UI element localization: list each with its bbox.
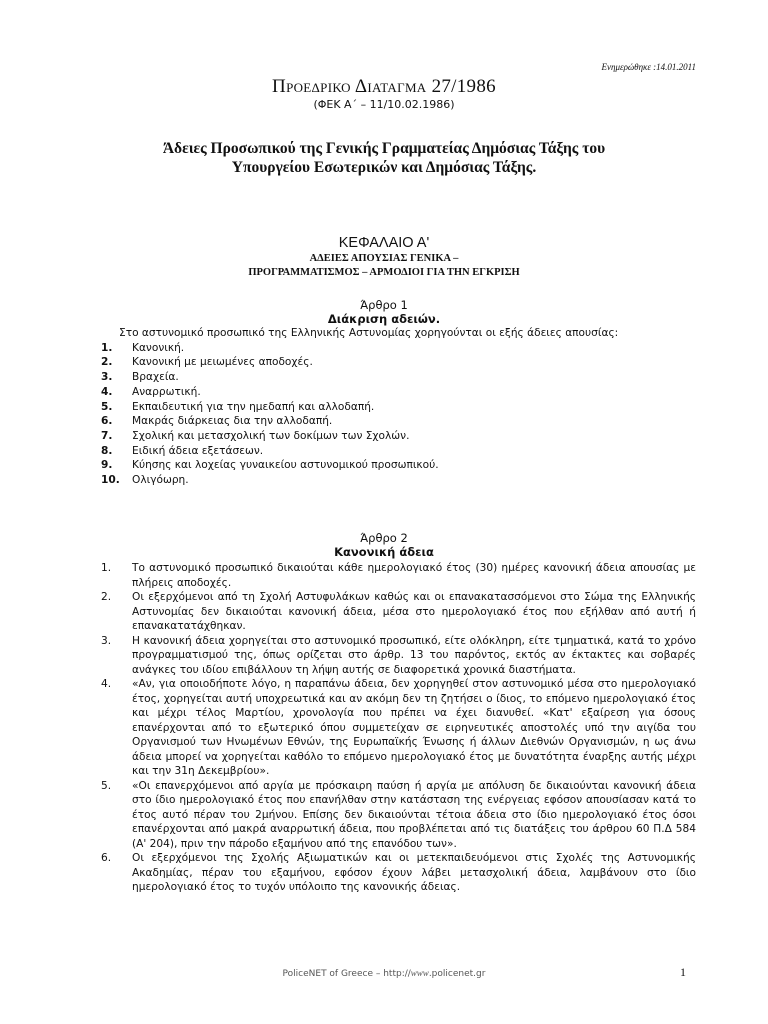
page-footer bbox=[0, 968, 768, 979]
fek-reference: (ΦΕΚ Α΄ – 11/10.02.1986) bbox=[313, 98, 455, 111]
subject-line-1: Άδειες Προσωπικού της Γενικής Γραμματείας Δημόσιας Τάξης του bbox=[162, 140, 606, 157]
decree-title bbox=[0, 76, 768, 98]
list-item: 3. Βραχεία. bbox=[101, 371, 179, 384]
list-item: 2. Οι εξερχόμενοι από τη Σχολή Αστυφυλάκων καθώς και οι επανακατασσόμενοι στο Σώμα της Ελληνικής Αστυνομίας δεν δικαιούται κανονική άδεια, μέσα στο ημερολογιακό έτος που εξήλθαν από αυτή ή επανακατατάχθηκαν. bbox=[101, 591, 696, 632]
updated-date: Ενημερώθηκε :14.01.2011 bbox=[601, 62, 696, 72]
article-2-label: Άρθρο 2 bbox=[360, 531, 408, 545]
list-item: 9. Κύησης και λοχείας γυναικείου αστυνομικού προσωπικού. bbox=[101, 459, 439, 472]
list-item: 7. Σχολική και μετασχολική των δοκίμων των Σχολών. bbox=[101, 429, 410, 442]
list-item: 1. Το αστυνομικό προσωπικό δικαιούται κάθε ημερολογιακό έτος (30) ημέρες κανονική άδεια απουσίας με πλήρεις αποδοχές. bbox=[101, 562, 696, 589]
chapter-subtitle bbox=[0, 252, 768, 280]
article-1-title: Διάκριση αδειών. bbox=[327, 312, 441, 326]
list-item: 6. Οι εξερχόμενοι της Σχολής Αξιωματικών και οι μετεκπαιδευόμενοι στις Σχολές της Αστυνομικής Ακαδημίας, πέραν του εξαμήνου, εφόσον έχουν λάβει μετασχολική άδεια, λαμβάνουν στο ίδιο ημερολογιακό έτος το τυχόν υπόλοιπο της κανονικής άδειας. bbox=[101, 852, 696, 893]
list-item: 5. «Οι επανερχόμενοι από αργία με πρόσκαιρη παύση ή αργία με απόλυση δε δικαιούνται κανονική άδεια στο ίδιο ημερολογιακό έτος που επανήλθαν στην κατάσταση της ενέργειας εφόσον απουσίασαν κατά το έτος αυτό πέραν του 2μήνου. Επίσης δεν δικαιούνται τέτοια άδεια στο ίδιο ημερολογιακό έτος όσοι επανέρχονται από μακρά αναρρωτική άδεια, που προβλέπεται από τις διατάξεις του άρθρου 60 Π.Δ 584 (Α' 204), πριν την πάροδο εξαμήνου από της επανόδου των». bbox=[101, 779, 696, 850]
list-item: 10. Ολιγόωρη. bbox=[101, 474, 189, 487]
article-1-body bbox=[101, 326, 696, 488]
footer-url-www[interactable]: www bbox=[410, 968, 429, 978]
decree-title-word: Προεδρικο Διαταγμα bbox=[272, 76, 427, 97]
footer-site: PoliceNET of Greece – http:// bbox=[282, 969, 411, 979]
list-item: 6. Μακράς διάρκειας δια την αλλοδαπή. bbox=[101, 415, 333, 428]
article-1-intro: Στο αστυνομικό προσωπικό της Ελληνικής Αστυνομίας χορηγούνται οι εξής άδειες απουσίας: bbox=[119, 327, 619, 339]
decree-subject bbox=[0, 139, 768, 177]
article-2-body bbox=[101, 561, 696, 895]
article-1-list bbox=[101, 341, 696, 488]
list-item: 8. Ειδική άδεια εξετάσεων. bbox=[101, 444, 264, 457]
list-item: 1. Κανονική. bbox=[101, 341, 185, 354]
chapter-title: ΚΕΦΑΛΑΙΟ Α' bbox=[338, 235, 430, 251]
article-2-title: Κανονική άδεια bbox=[334, 545, 434, 559]
list-item: 3. Η κανονική άδεια χορηγείται στο αστυνομικό προσωπικό, είτε ολόκληρη, είτε τμηματικά, κατά το χρόνο προγραμματισμού της, όπως ορίζεται στο άρθρ. 13 του παρόντος, εκτός αν έκτακτες και σοβαρές ανάγκες του ιδίου επιβάλλουν τη λήψη αυτής σε διαφορετικά χρονικά διαστήματα. bbox=[101, 634, 696, 676]
article-2-heading bbox=[0, 531, 768, 559]
list-item: 4. «Αν, για οποιοδήποτε λόγο, η παραπάνω άδεια, δεν χορηγηθεί στον αστυνομικό μέσα στο ημερολογιακό έτος, χορηγείται αυτή υποχρεωτικά και αν ακόμη δεν τη ζητήσει ο ίδιος, το επόμενο ημερολογιακό έτος και μέχρι τέλος Μαρτίου, χρονολογία που πρέπει να έχει διανυθεί. «Κατ' εξαίρεση για όσους επανέρχονται από το εξωτερικό όπου συμμετείχαν σε ειρηνευτικές αποστολές υπό την αιγίδα του Οργανισμού των Ηνωμένων Εθνών, της Ευρωπαϊκής Ένωσης ή άλλων Διεθνών Οργανισμών, η ως άνω άδεια μπορεί να χορηγείται καθόλο το επόμενο ημερολογιακό έτος με δυνατότητα έναρξης αυτής μέχρι και την 31η Δεκεμβρίου». bbox=[101, 678, 696, 777]
decree-number: 27/1986 bbox=[431, 76, 496, 97]
page-number: 1 bbox=[680, 965, 686, 979]
list-item: 2. Κανονική με μειωμένες αποδοχές. bbox=[101, 356, 313, 369]
article-1-label: Άρθρο 1 bbox=[360, 298, 408, 312]
article-2-list bbox=[101, 561, 696, 895]
chapter-subtitle-line-2: ΠΡΟΓΡΑΜΜΑΤΙΣΜΟΣ – ΑΡΜΟΔΙΟΙ ΓΙΑ ΤΗΝ ΕΓΚΡΙΣΗ bbox=[248, 267, 520, 278]
list-item: 4. Αναρρωτική. bbox=[101, 385, 201, 398]
footer-url-domain[interactable]: .policenet.gr bbox=[428, 969, 486, 979]
list-item: 5. Εκπαιδευτική για την ημεδαπή και αλλοδαπή. bbox=[101, 400, 375, 413]
chapter-subtitle-line-1: ΑΔΕΙΕΣ ΑΠΟΥΣΙΑΣ ΓΕΝΙΚΑ – bbox=[309, 253, 459, 264]
article-1-heading bbox=[0, 298, 768, 326]
subject-line-2: Υπουργείου Εσωτερικών και Δημόσιας Τάξης. bbox=[231, 159, 537, 176]
